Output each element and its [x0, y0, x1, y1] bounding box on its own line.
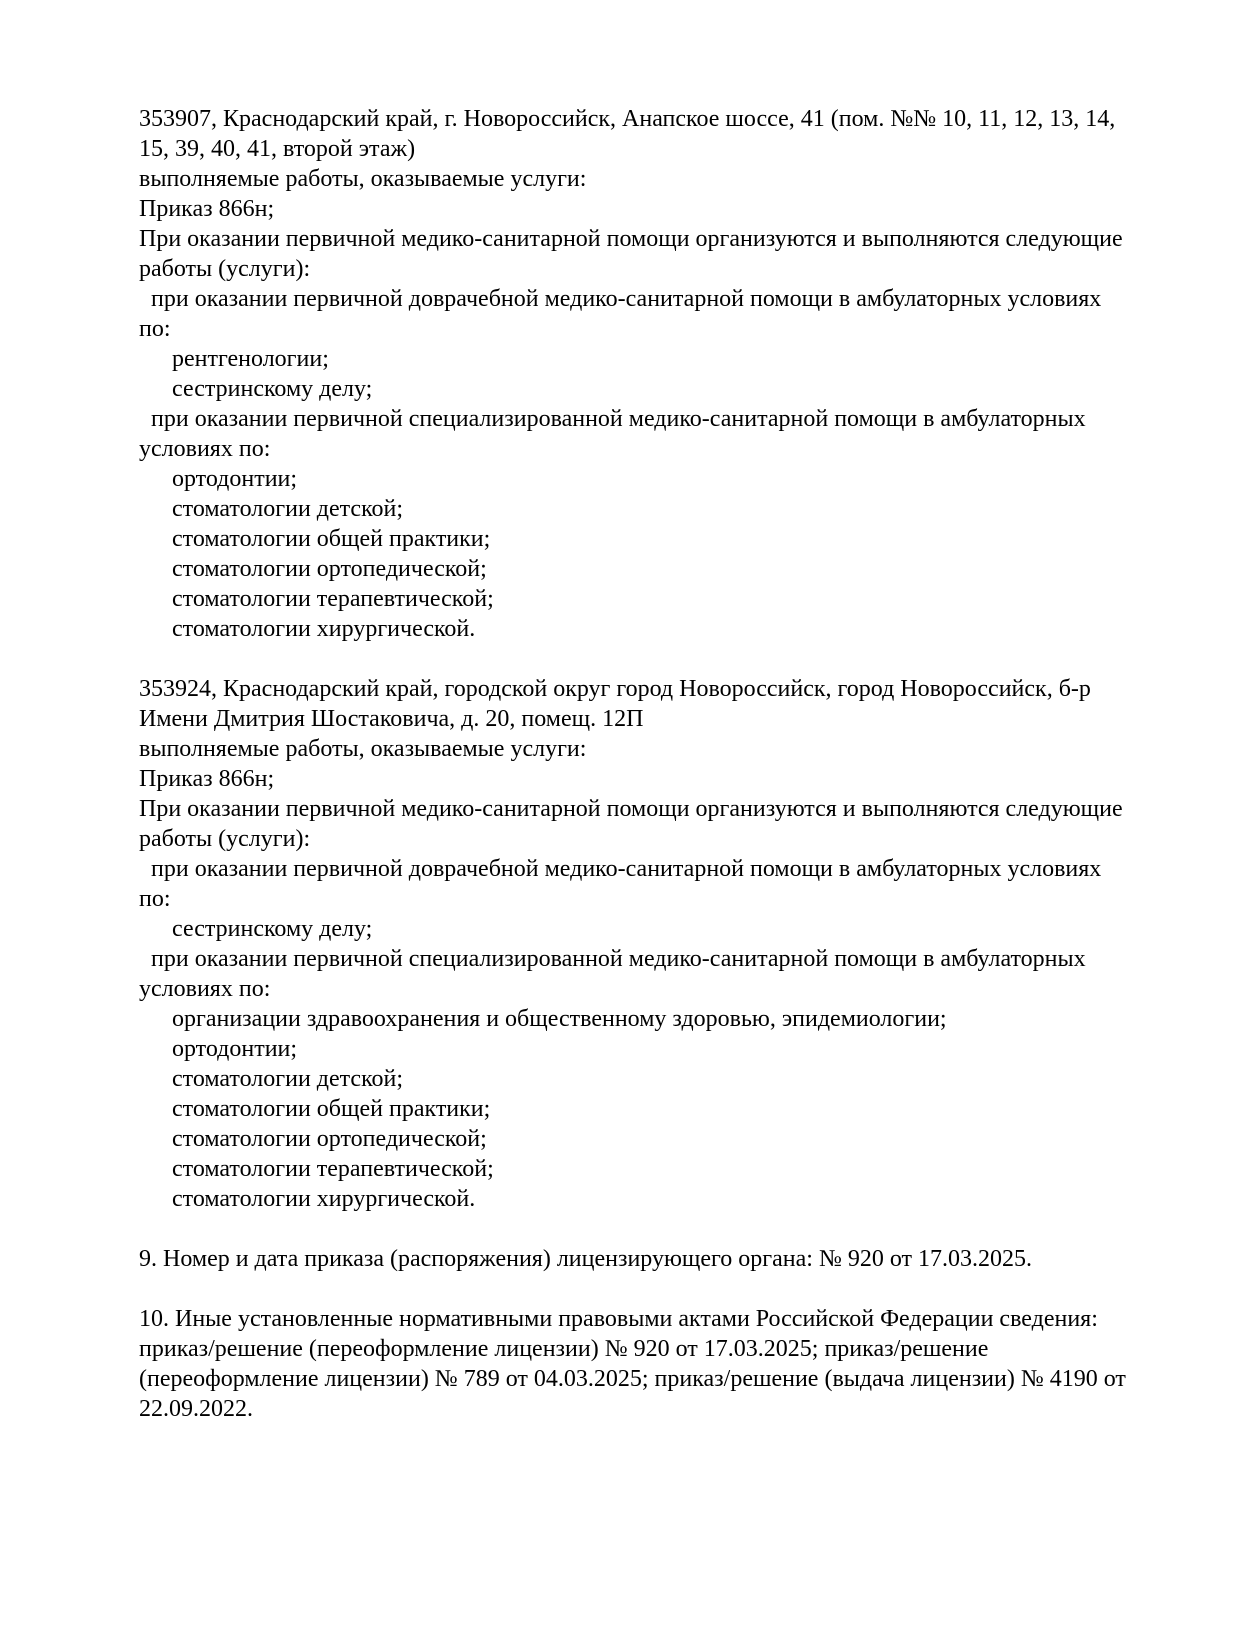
- text-line: стоматологии общей практики;: [172, 1096, 491, 1122]
- clause-10-other-information: [139, 1304, 1140, 1424]
- text-line: стоматологии общей практики;: [172, 526, 491, 552]
- text-line: при оказании первичной специализированной медико-санитарной помощи в амбулаторных: [151, 946, 1086, 972]
- text-line: 10. Иные установленные нормативными правовыми актами Российской Федерации сведения:: [139, 1306, 1098, 1332]
- text-line: работы (услуги):: [139, 256, 311, 282]
- text-line: 22.09.2022.: [139, 1396, 253, 1422]
- text-line: стоматологии детской;: [172, 1066, 404, 1092]
- text-line: 353924, Краснодарский край, городской округ город Новороссийск, город Новороссийск, б-р: [139, 676, 1091, 702]
- text-line: стоматологии хирургической.: [172, 616, 476, 642]
- text-line: работы (услуги):: [139, 826, 311, 852]
- document-body: [139, 104, 1140, 1424]
- text-line: 353907, Краснодарский край, г. Новороссийск, Анапское шоссе, 41 (пом. №№ 10, 11, 12, 13, 14,: [139, 106, 1116, 132]
- text-line: стоматологии терапевтической;: [172, 586, 494, 612]
- text-line: Приказ 866н;: [139, 196, 275, 222]
- text-line: Приказ 866н;: [139, 766, 275, 792]
- text-line: стоматологии детской;: [172, 496, 404, 522]
- text-line: стоматологии ортопедической;: [172, 1126, 487, 1152]
- text-line: по:: [139, 316, 171, 342]
- text-line: выполняемые работы, оказываемые услуги:: [139, 736, 587, 762]
- text-line: выполняемые работы, оказываемые услуги:: [139, 166, 587, 192]
- license-address-block-1: [139, 104, 1140, 644]
- text-line: рентгенологии;: [172, 346, 329, 372]
- license-address-block-2: [139, 674, 1140, 1214]
- text-line: стоматологии ортопедической;: [172, 556, 487, 582]
- text-line: приказ/решение (переоформление лицензии) № 920 от 17.03.2025; приказ/решение: [139, 1336, 989, 1362]
- text-line: условиях по:: [139, 436, 271, 462]
- text-line: стоматологии терапевтической;: [172, 1156, 494, 1182]
- text-line: 9. Номер и дата приказа (распоряжения) лицензирующего органа: № 920 от 17.03.2025.: [139, 1246, 1033, 1272]
- text-line: организации здравоохранения и общественному здоровью, эпидемиологии;: [172, 1006, 947, 1032]
- text-line: При оказании первичной медико-санитарной помощи организуются и выполняются следующие: [139, 796, 1123, 822]
- text-line: сестринскому делу;: [172, 376, 373, 402]
- text-line: при оказании первичной доврачебной медико-санитарной помощи в амбулаторных условиях: [151, 286, 1102, 312]
- text-line: условиях по:: [139, 976, 271, 1002]
- clause-9-order-number: [139, 1244, 1140, 1274]
- text-line: 15, 39, 40, 41, второй этаж): [139, 136, 416, 162]
- text-line: ортодонтии;: [172, 466, 298, 492]
- text-line: при оказании первичной доврачебной медико-санитарной помощи в амбулаторных условиях: [151, 856, 1102, 882]
- text-line: по:: [139, 886, 171, 912]
- text-line: Имени Дмитрия Шостаковича, д. 20, помещ. 12П: [139, 706, 644, 732]
- text-line: ортодонтии;: [172, 1036, 298, 1062]
- text-line: (переоформление лицензии) № 789 от 04.03.2025; приказ/решение (выдача лицензии) № 4190 от: [139, 1366, 1126, 1392]
- text-line: сестринскому делу;: [172, 916, 373, 942]
- text-line: стоматологии хирургической.: [172, 1186, 476, 1212]
- text-line: при оказании первичной специализированной медико-санитарной помощи в амбулаторных: [151, 406, 1086, 432]
- text-line: При оказании первичной медико-санитарной помощи организуются и выполняются следующие: [139, 226, 1123, 252]
